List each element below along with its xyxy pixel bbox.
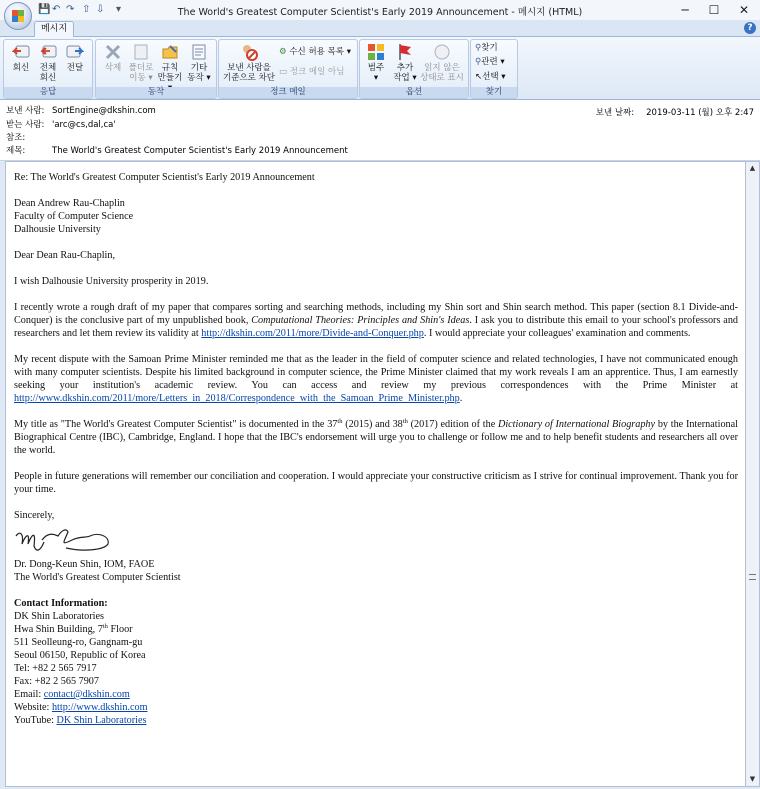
signature-name: Dr. Dong-Keun Shin, IOM, FAOE <box>14 559 155 570</box>
p4-text-d: by the International Biographical Centre (IBC), Cambridge, England. I hope that the IBC's endorsement will urge you to challenge or follow me and to help benefit students and researchers all over the world. <box>14 419 738 456</box>
minimize-button[interactable]: ─ <box>681 3 689 17</box>
select-cursor-icon: ↖ <box>475 72 483 82</box>
paragraph-3 <box>14 353 738 405</box>
ribbon-tab-row <box>0 20 760 37</box>
title-bar <box>0 0 760 21</box>
sent-label: 보낸 날짜: <box>595 108 635 118</box>
rules-label-1: 규칙 <box>161 63 179 73</box>
to-label: 받는 사람: <box>6 120 45 130</box>
window-title: The World's Greatest Computer Scientist's Early 2019 Announcement - 메시지 (HTML) <box>177 7 583 18</box>
customize-toolbar-icon[interactable]: ▾ <box>116 4 122 15</box>
follow-up-flag-icon <box>395 42 415 62</box>
close-button[interactable]: ✕ <box>738 3 750 17</box>
find-button[interactable] <box>475 42 498 54</box>
reply-all-button[interactable] <box>35 42 61 83</box>
cc-label: 참조: <box>6 133 26 143</box>
building-text-a: Hwa Shin Building, 7 <box>14 624 103 635</box>
forward-icon <box>65 42 85 62</box>
office-button[interactable] <box>4 2 32 30</box>
handwritten-signature-icon <box>14 522 114 558</box>
categorize-label-1: 범주 <box>367 63 385 73</box>
follow-up-label-1: 추가 <box>396 63 414 73</box>
select-label: 선택 ▾ <box>482 72 506 82</box>
samoan-correspondence-link[interactable]: http://www.dkshin.com/2011/more/Letters_in_2018/Correspondence_with_the_Samoan_Prime_Minister.php <box>14 393 460 404</box>
sent-row <box>584 106 754 118</box>
reply-icon <box>11 42 31 62</box>
website-label: Website: <box>14 702 52 713</box>
subject-value: The World's Greatest Computer Scientist's Early 2019 Announcement <box>52 146 348 156</box>
from-value[interactable]: SortEngine@dkshin.com <box>52 106 156 116</box>
rules-label-2: 만들기 <box>157 73 183 83</box>
email-label: Email: <box>14 689 44 700</box>
mark-unread-icon <box>432 42 452 62</box>
mark-unread-button[interactable] <box>420 42 464 83</box>
message-body[interactable] <box>5 161 746 787</box>
related-label: 관련 ▾ <box>481 57 505 67</box>
contact-address-2: Seoul 06150, Republic of Korea <box>14 650 146 661</box>
not-junk-button[interactable] <box>279 66 344 78</box>
building-sup: th <box>102 623 108 630</box>
select-button[interactable] <box>475 71 506 83</box>
mark-unread-label-2: 상태로 표시 <box>420 73 464 83</box>
contact-fax: Fax: +82 2 565 7907 <box>14 676 99 687</box>
contact-tel: Tel: +82 2 565 7917 <box>14 663 97 674</box>
message-header <box>0 100 760 161</box>
create-rule-button[interactable] <box>156 42 184 93</box>
contact-heading-text: Contact Information: <box>14 598 108 609</box>
paragraph-4 <box>14 418 738 457</box>
paragraph-1: I wish Dalhousie University prosperity in 2019. <box>14 276 209 287</box>
forward-button[interactable] <box>62 42 88 73</box>
scroll-thumb-grip[interactable] <box>749 574 756 580</box>
not-junk-label: 정크 메일 아님 <box>289 67 345 77</box>
p4-sup-1: th <box>337 418 343 425</box>
block-sender-icon <box>239 42 259 62</box>
scroll-down-arrow-icon[interactable]: ▼ <box>749 775 756 783</box>
not-junk-icon: ▭ <box>279 67 288 77</box>
help-icon[interactable]: ? <box>744 22 756 34</box>
mark-unread-label-1: 읽지 않은 <box>424 63 460 73</box>
other-label-1: 기타 <box>190 63 208 73</box>
block-label-2: 기준으로 차단 <box>223 73 275 83</box>
addressee-name: Dean Andrew Rau-Chaplin <box>14 198 125 209</box>
follow-up-label-2: 작업 ▾ <box>393 73 417 83</box>
signature-title: The World's Greatest Computer Scientist <box>14 572 181 583</box>
contact-heading <box>14 597 738 610</box>
follow-up-button[interactable] <box>391 42 419 83</box>
reply-button[interactable] <box>8 42 34 73</box>
reply-label: 회신 <box>12 63 30 73</box>
re-line: Re: The World's Greatest Computer Scientist's Early 2019 Announcement <box>14 172 315 183</box>
contact-email-row <box>14 688 738 701</box>
group-actions <box>95 39 217 99</box>
rules-icon <box>160 42 180 62</box>
p4-text-b: (2015) and 38 <box>342 419 403 430</box>
contact-building <box>14 623 738 636</box>
safe-lists-label: 수신 허용 목록 ▾ <box>289 47 351 57</box>
p3-text-a: My recent dispute with the Samoan Prime Minister reminded me that as the leader in the field of computer science and related technologies, I have not communicated enough with many computer scientists. Despite his limited background in computer science, the Prime Minister claimed that my work reveals I am an apprentice. Thus, I am earnestly seeking your institution's academic review. You can access and review my previous correspondences with the Prime Minister at <box>14 354 738 391</box>
save-icon[interactable]: 💾 <box>38 4 51 15</box>
binoculars-icon: ⚲ <box>475 43 482 53</box>
reply-all-icon <box>38 42 58 62</box>
group-junk-label: 정크 메일 <box>219 87 357 98</box>
greeting: Dear Dean Rau-Chaplin, <box>14 250 115 261</box>
reply-all-label-1: 전체 <box>39 63 57 73</box>
maximize-button[interactable]: ☐ <box>708 3 720 17</box>
delete-icon <box>103 42 123 62</box>
group-junk-email <box>218 39 358 99</box>
p4-sup-2: th <box>402 418 408 425</box>
closing: Sincerely, <box>14 510 55 521</box>
delete-button[interactable] <box>100 42 126 73</box>
safe-lists-button[interactable] <box>279 46 351 58</box>
categorize-label-2: ▾ <box>373 73 379 83</box>
building-text-b: Floor <box>107 624 133 635</box>
contact-website-row <box>14 701 738 714</box>
addressee-faculty: Faculty of Computer Science <box>14 211 134 222</box>
dictionary-title: Dictionary of International Biography <box>497 419 656 430</box>
youtube-link[interactable]: DK Shin Laboratories <box>56 715 147 726</box>
contact-org: DK Shin Laboratories <box>14 611 104 622</box>
p2-text-b: . I ask you to distribute this email to your school's professors and researchers and let them review its validity at <box>14 315 739 339</box>
other-actions-button[interactable] <box>185 42 213 83</box>
message-content <box>14 171 738 727</box>
signature-image <box>14 522 738 558</box>
safe-lists-icon: ⚙ <box>279 47 287 57</box>
redo-icon[interactable]: ↷ <box>66 4 75 15</box>
group-options <box>359 39 469 99</box>
other-label-2: 동작 ▾ <box>187 73 211 83</box>
down-arrow-icon[interactable]: ⇩ <box>96 4 105 15</box>
from-label: 보낸 사람: <box>6 106 45 116</box>
to-value[interactable]: 'arc@cs,dal,ca' <box>52 120 116 130</box>
youtube-label: YouTube: <box>14 715 57 726</box>
find-label: 찾기 <box>481 43 498 53</box>
block-label-1: 보낸 사람을 <box>227 63 271 73</box>
related-button[interactable] <box>475 56 505 68</box>
move-to-folder-button[interactable] <box>127 42 155 83</box>
book-title: Computational Theories: Principles and Shin's Ideas <box>251 315 470 326</box>
divide-conquer-link[interactable]: http://dkshin.com/2011/more/Divide-and-Conquer.php <box>201 328 424 339</box>
scroll-up-arrow-icon[interactable]: ▲ <box>749 164 756 172</box>
group-find <box>470 39 518 99</box>
delete-label: 삭제 <box>104 63 122 73</box>
tab-message[interactable]: 메시지 <box>34 21 74 37</box>
forward-label: 전달 <box>66 63 84 73</box>
up-arrow-icon[interactable]: ⇧ <box>82 4 91 15</box>
categorize-icon <box>366 42 386 62</box>
subject-label: 제목: <box>6 146 26 156</box>
move-label-1: 폴더로 <box>128 63 154 73</box>
addressee-university: Dalhousie University <box>14 224 101 235</box>
move-to-folder-icon <box>131 42 151 62</box>
contact-youtube-row <box>14 714 738 727</box>
other-actions-icon <box>189 42 209 62</box>
vertical-scrollbar[interactable] <box>745 161 760 787</box>
move-label-2: 이동 ▾ <box>129 73 153 83</box>
block-sender-button[interactable] <box>221 42 277 83</box>
p3-text-b: . <box>459 393 463 404</box>
related-icon: ⚲ <box>475 57 482 67</box>
office-logo-part <box>18 16 24 22</box>
p2-text-a: I recently wrote a rough draft of my paper that compares sorting and searching methods, including my Shin sort and Shin search method. This paper (section 8.1 Divide-and-Conquer) is the conclusive part of my unpublished book, <box>14 302 738 326</box>
categorize-button[interactable] <box>362 42 390 83</box>
group-respond <box>3 39 93 99</box>
reply-all-label-2: 회신 <box>39 73 57 83</box>
group-actions-label: 동작 <box>96 87 216 98</box>
email-link[interactable]: contact@dkshin.com <box>43 689 130 700</box>
undo-icon[interactable]: ↶ <box>52 4 61 15</box>
contact-address-1: 511 Seolleung-ro, Gangnam-gu <box>14 637 143 648</box>
group-find-label: 찾기 <box>471 87 517 98</box>
paragraph-2 <box>14 301 738 340</box>
website-link[interactable]: http://www.dkshin.com <box>51 702 148 713</box>
paragraph-5: People in future generations will remember our conciliation and cooperation. I would appreciate your constructive criticism as I strive for continual improvement. Thank you for your time. <box>14 471 738 495</box>
ribbon <box>0 37 760 100</box>
group-respond-label: 응답 <box>4 87 92 98</box>
p4-text-a: My title as "The World's Greatest Computer Scientist" is documented in the 37 <box>14 419 338 430</box>
group-options-label: 옵션 <box>360 87 468 98</box>
p2-text-c: . I would appreciate your colleagues' examination and comments. <box>423 328 691 339</box>
p4-text-c: (2017) edition of the <box>407 419 498 430</box>
sent-value: 2019-03-11 (월) 오후 2:47 <box>646 108 754 118</box>
